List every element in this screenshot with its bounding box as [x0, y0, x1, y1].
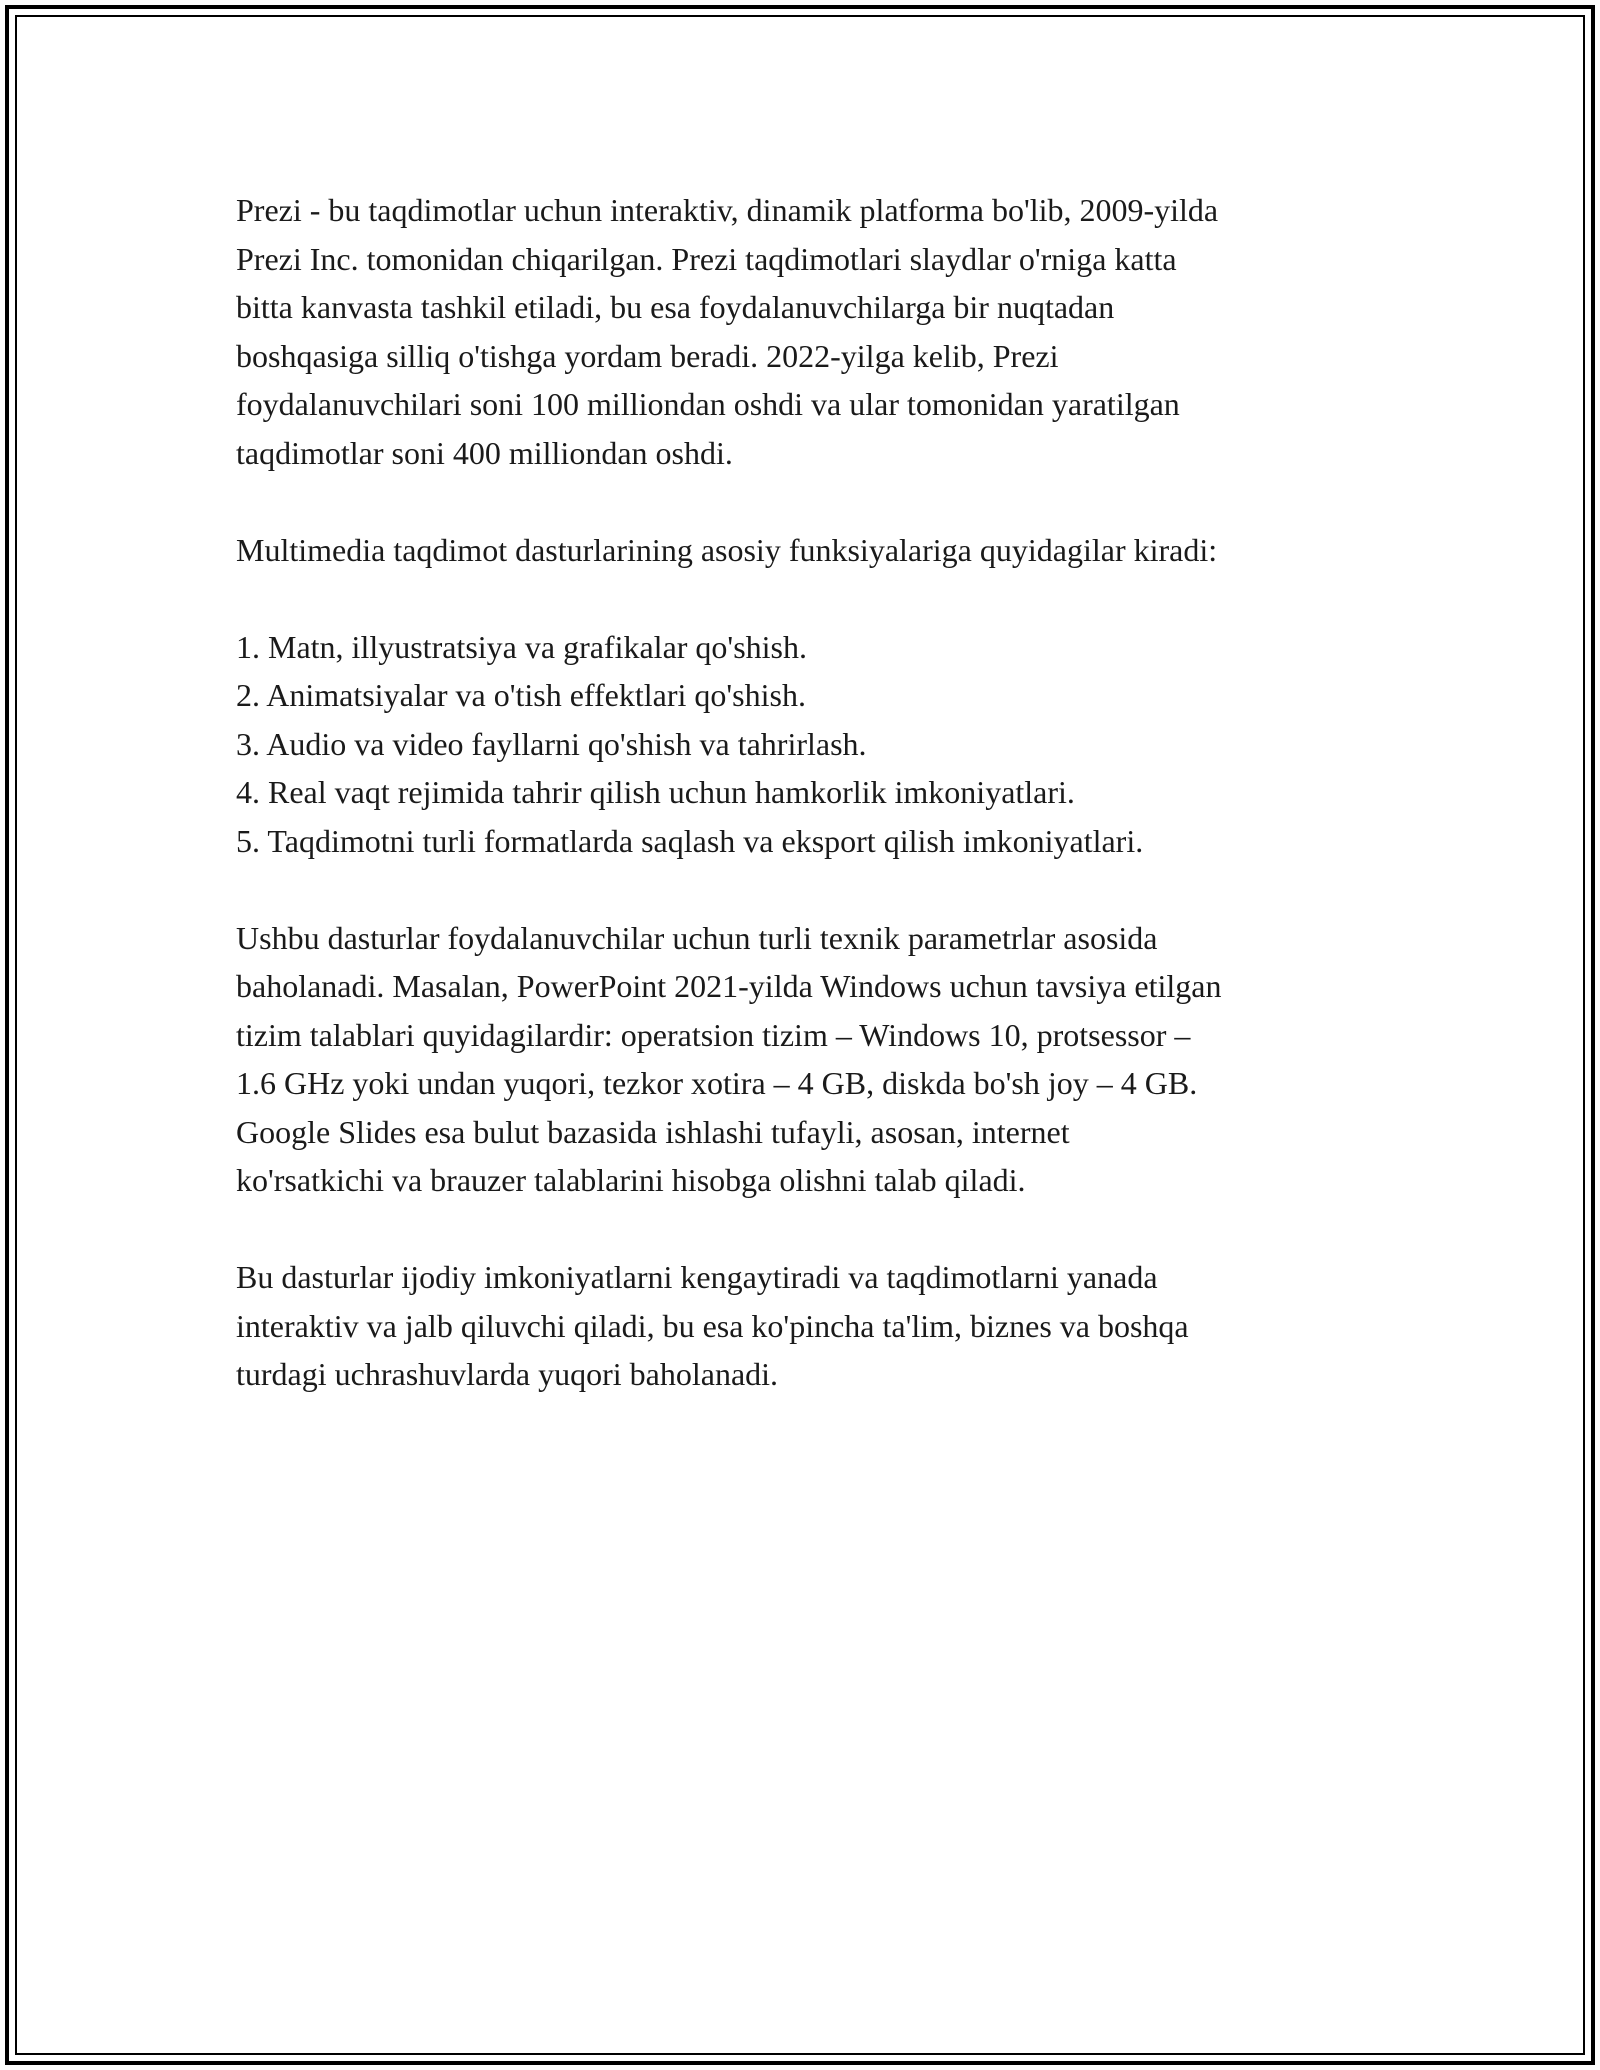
paragraph-conclusion: Bu dasturlar ijodiy imkoniyatlarni kengaytiradi va taqdimotlarni yanada interaktiv va jalb qiluvchi qiladi, bu esa ko'pincha ta'lim, biznes va boshqa turdagi uchrashuvlarda yuqori baholanadi. [236, 1259, 1189, 1392]
list-item: 5. Taqdimotni turli formatlarda saqlash va eksport qilish imkoniyatlari. [236, 822, 1144, 859]
list-item: 3. Audio va video fayllarni qo'shish va tahrirlash. [236, 725, 867, 762]
feature-list [236, 623, 1396, 866]
paragraph-intro: Prezi - bu taqdimotlar uchun interaktiv, dinamik platforma bo'lib, 2009-yilda Prezi Inc. tomonidan chiqarilgan. Prezi taqdimotlari slaydlar o'rniga katta bitta kanvasta tashkil etiladi, bu esa foydalanuvchilarga bir nuqtadan boshqasiga silliq o'tishga yordam beradi. 2022-yilga kelib, Prezi foydalanuvchilari soni 100 milliondan oshdi va ular tomonidan yaratilgan taqdimotlar soni 400 milliondan oshdi. [236, 192, 1219, 471]
list-item: 4. Real vaqt rejimida tahrir qilish uchun hamkorlik imkoniyatlari. [236, 774, 1075, 810]
list-item: 1. Matn, illyustratsiya va grafikalar qo'shish. [236, 628, 807, 665]
list-item: 2. Animatsiyalar va o'tish effektlari qo'shish. [236, 677, 806, 713]
paragraph-list-intro: Multimedia taqdimot dasturlarining asosiy funksiyalariga quyidagilar kiradi: [236, 531, 1218, 568]
document-body [236, 186, 1396, 1447]
paragraph-requirements: Ushbu dasturlar foydalanuvchilar uchun turli texnik parametrlar asosida baholanadi. Masalan, PowerPoint 2021-yilda Windows uchun tavsiya etilgan tizim talablari quyidagilardir: operatsion tizim – Windows 10, protsessor – 1.6 GHz yoki undan yuqori, tezkor xotira – 4 GB, diskda bo'sh joy – 4 GB. Google Slides esa bulut bazasida ishlashi tufayli, asosan, internet ko'rsatkichi va brauzer talablarini hisobga olishni talab qiladi. [236, 919, 1222, 1198]
